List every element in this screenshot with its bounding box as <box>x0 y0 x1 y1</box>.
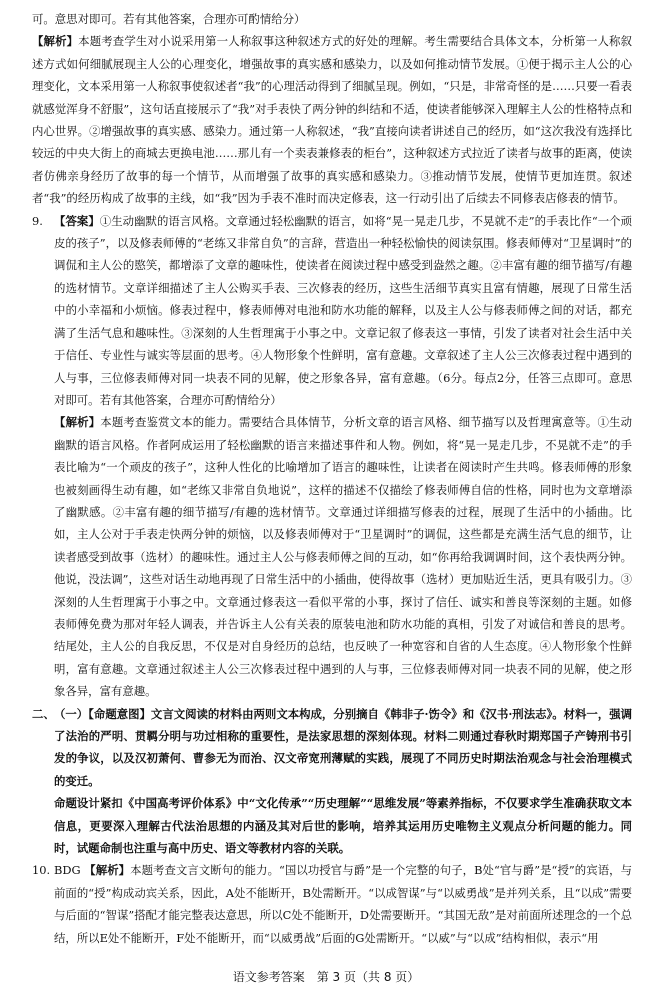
carryover-text: 可。意思对即可。若有其他答案，合理亦可酌情给分） <box>32 12 306 26</box>
question-9-analysis <box>32 411 632 702</box>
section-number: 二、 <box>32 706 55 721</box>
question-10 <box>32 859 632 949</box>
page-footer: 语文参考答案 第 3 页（共 8 页） <box>232 970 420 984</box>
carryover-line <box>32 8 632 30</box>
analysis-label: 【解析】 <box>54 415 101 430</box>
section-heading-text: （一）【命题意图】文言文阅读的材料由两则文本构成，分别摘自《韩非子·饬令》和《汉书·刑法志》。材料一，强调了法治的严明、贯羁分明与功过相称的重要性，是法家思想的深刻体现。材料二则通过春秋时期郑国子产铸刑书引发的争议，以及汉初萧何、曹参无为而治、汉文帝宽刑薄赋的实践，展现了不同历史时期法治观念与社会治理模式的变迁。 <box>54 706 632 788</box>
section-2-design <box>32 792 632 859</box>
question-number: 10. <box>32 863 51 878</box>
analysis-text: 本题考查鉴赏文本的能力。需要结合具体情节，分析文章的语言风格、细节描写以及哲理寓意等。①生动幽默的语言风格。作者阿成运用了轻松幽默的语言来描述事件和人物。例如，将“晃一晃走几步，不晃就不走”的手表比喻为“一个顽皮的孩子”，这种人性化的比喻增加了语言的趣味性，让读者在阅读时产生共鸣。修表师傅的形象也被刻画得生动有趣，如“老练又非常自负地说”，这样的描述不仅描绘了修表师傅自信的性格，同时也为文章增添了幽默感。②丰富有趣的细节描写/有趣的选材情节。文章通过详细描写修表的过程，展现了生活中的小插曲。比如，主人公对于手表走快两分钟的烦恼，以及修表师傅对于“卫星调时”的调侃，这些都是充满生活气息的细节，让读者感受到故事（选材）的趣味性。通过主人公与修表师傅之间的互动，如“你再给我调调时间，这个表快两分钟。他说，没法调”，这些对话生动地再现了日常生活中的小插曲，使得故事（选材）更加贴近生活，更具有吸引力。③深刻的人生哲理寓于小事之中。文章通过修表这一看似平常的小事，探讨了信任、诚实和善良等深刻的主题。如修表师傅免费为那对年轻人调表，并告诉主人公有关表的原装电池和防水功能的真相，引发了对诚信和善良的思考。结尾处，主人公的自我反思，不仅是对自身经历的总结，也反映了一种宽容和自省的人生态度。④人物形象个性鲜明，富有意趣。文章通过叙述主人公三次修表过程中遇到的人与事，三位修表师傅对同一块表不同的见解，使之形象各异，富有意趣。 <box>54 415 632 699</box>
question-number: 9. <box>32 213 43 228</box>
page-content <box>32 8 632 949</box>
analysis-label: 【解析】 <box>84 863 131 878</box>
question-9-answer <box>32 210 632 412</box>
section-design-text: 命题设计紧扣《中国高考评价体系》中“文化传承”“历史理解”“思维发展”等素养指标，不仅要求学生准确获取文本信息，更要深入理解古代法治思想的内涵及其对后世的影响，培养其运用历史唯物主义观点分析问题的能力。同时，试题命制也注重与高中历史、语文等教材内容的关联。 <box>54 796 632 856</box>
analysis-text: 本题考查文言文断句的能力。“国以功授官与爵”是一个完整的句子，B处“官与爵”是“授”的宾语，与前面的“授”构成动宾关系，因此，A处不能断开，B处需断开。“以成智谋”与“以威勇战”是并列关系，且“以成”需要与后面的“智谋”搭配才能完整表达意思，所以C处不能断开，D处需要断开。“其国无敌”是对前面所述理念的一个总结，所以E处不能断开，F处不能断开，而“以威勇战”后面的G处需断开。“以威”与“以成”结构相似，表示“用 <box>54 863 632 945</box>
section-2-intent <box>32 703 632 793</box>
answer-text: ①生动幽默的语言风格。文章通过轻松幽默的语言，如将“晃一晃走几步，不晃就不走”的手表比作“一个顽皮的孩子”，以及修表师傅的“老练又非常自负”的言辞，营造出一种轻松愉快的阅读氛围。修表师傅对“卫星调时”的调侃和主人公的愍笑，都增添了文章的趣味性，使读者在阅读过程中感受到盎然之趣。②丰富有趣的细节描写/有趣的选材情节。文章详细描述了主人公购买手表、三次修表的经历，这些生活细节真实且富有情趣，展现了日常生活中的小幸福和小烦恼。修表过程中，修表师傅对电池和防水功能的解释，以及主人公与修表师傅之间的对话，都充满了生活气息和趣味性。③深刻的人生哲理寓于小事之中。文章记叙了修表这一事情，引发了读者对社会生活中关于信任、专业性与诚实等层面的思考。④人物形象个性鲜明，富有意趣。文章叙述了主人公三次修表过程中遇到的人与事，三位修表师傅对同一块表不同的见解，使之形象各异，富有意趣。（6分。每点2分，任答三点即可。意思对即可。若有其他答案，合理亦可酌情给分） <box>54 213 632 407</box>
analysis-label: 【解析】 <box>32 34 79 49</box>
answer-label: 【答案】 <box>54 213 100 228</box>
analysis-q8 <box>32 30 632 209</box>
answer-value: BDG <box>54 863 81 878</box>
analysis-text: 本题考查学生对小说采用第一人称叙事这种叙述方式的好处的理解。考生需要结合具体文本，分析第一人称叙述方式如何细腻展现主人公的心理变化，增强故事的真实感和感染力，以及如何推动情节发展。①便于揭示主人公的心理变化，文本采用第一人称叙事使叙述者“我”的心理活动得到了细腻呈现。例如，“只是，非常奇怪的是……只要一看表就感觉浑身不舒服”，这句话直接展示了“我”对手表快了两分钟的纠结和不适，使读者能够深入理解主人公的性格特点和内心世界。②增强故事的真实感、感染力。通过第一人称叙述，“我”直接向读者讲述自己的经历，如“这次我没有选择比较远的中央大街上的商城去更换电池……那儿有一个卖表兼修表的柜台”，这种叙述方式拉近了读者与故事的距离，使读者仿佛亲身经历了故事的每一个情节，从而增强了故事的真实感和感染力。③推动情节发展，使情节更加连贯。叙述者“我”的经历构成了故事的主线，如“我”因为手表不准时而决定修表，这一行动引出了后续去不同修表店修表的情节。 <box>32 34 632 206</box>
